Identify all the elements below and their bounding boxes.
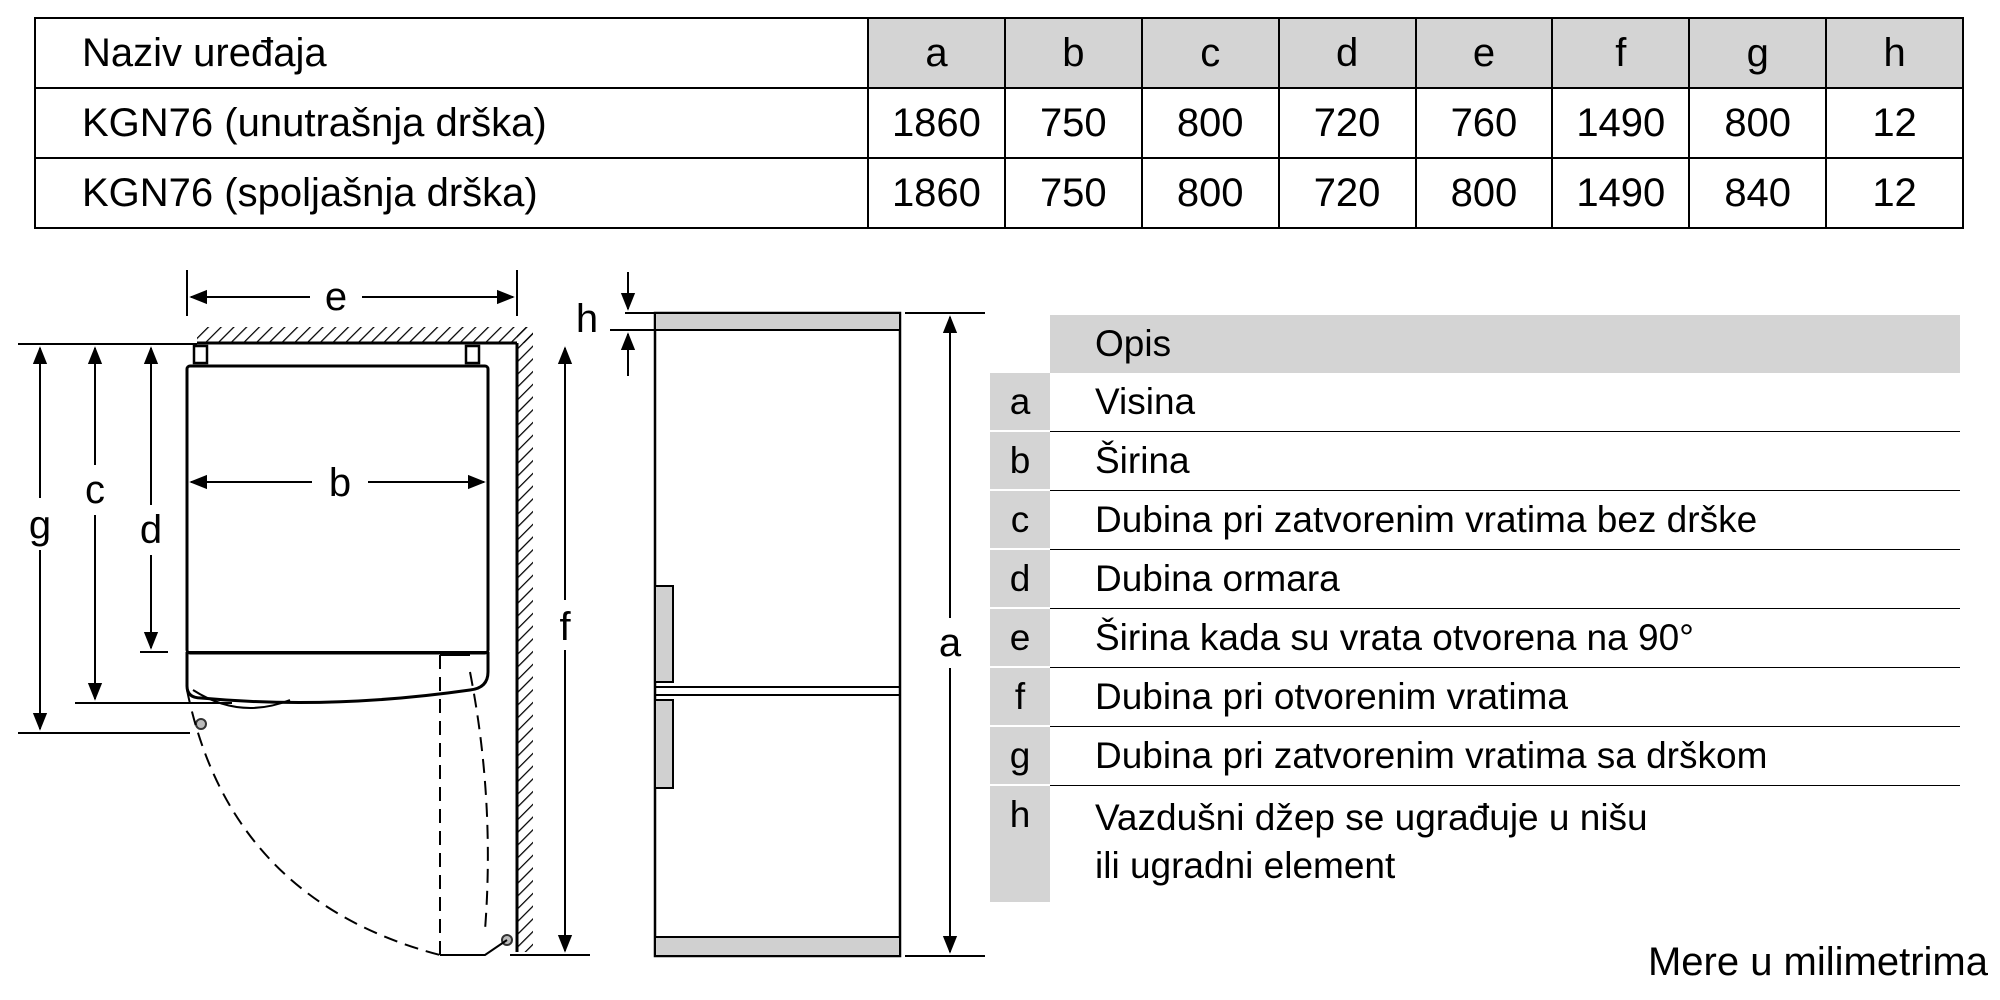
open-door-edge	[440, 940, 507, 955]
legend-key: f	[990, 668, 1050, 727]
label-g: g	[28, 503, 52, 547]
cell-value: 750	[1005, 88, 1142, 158]
door-outline	[187, 652, 488, 703]
legend-desc-line-2: ili ugradni element	[1095, 845, 1396, 886]
door-swing-arc	[187, 690, 440, 955]
legend-key: g	[990, 727, 1050, 786]
header-col-h: h	[1826, 18, 1963, 88]
top-view	[18, 270, 590, 955]
cell-value: 750	[1005, 158, 1142, 228]
legend-desc: Širina kada su vrata otvorena na 90°	[1050, 609, 1960, 668]
legend	[990, 315, 1960, 904]
cell-value: 760	[1416, 88, 1553, 158]
legend-key: h	[990, 786, 1050, 904]
cell-value: 800	[1416, 158, 1553, 228]
label-h: h	[575, 297, 599, 341]
row-device-name: KGN76 (spoljašnja drška)	[35, 158, 868, 228]
legend-header	[990, 315, 1960, 373]
header-col-d: d	[1279, 18, 1416, 88]
legend-desc	[1050, 786, 1960, 904]
legend-key: a	[990, 373, 1050, 432]
label-e: e	[324, 275, 348, 319]
legend-row	[990, 668, 1960, 727]
cell-value: 12	[1826, 158, 1963, 228]
label-a: a	[938, 621, 962, 665]
label-d: d	[139, 508, 163, 552]
legend-title: Opis	[1050, 315, 1960, 373]
label-c: c	[85, 468, 105, 512]
legend-key: d	[990, 550, 1050, 609]
cell-value: 1490	[1552, 88, 1689, 158]
legend-desc: Dubina ormara	[1050, 550, 1960, 609]
header-col-e: e	[1416, 18, 1553, 88]
legend-desc: Visina	[1050, 373, 1960, 432]
cell-value: 720	[1279, 88, 1416, 158]
header-device-name: Naziv uređaja	[35, 18, 868, 88]
cell-value: 720	[1279, 158, 1416, 228]
cell-value: 1860	[868, 88, 1005, 158]
legend-row	[990, 727, 1960, 786]
legend-desc: Dubina pri zatvorenim vratima bez drške	[1050, 491, 1960, 550]
legend-row	[990, 550, 1960, 609]
spacer-right	[466, 346, 479, 363]
legend-desc: Širina	[1050, 432, 1960, 491]
top-cap	[655, 313, 900, 330]
spacer-left	[194, 346, 207, 363]
legend-key: e	[990, 609, 1050, 668]
cell-value: 840	[1689, 158, 1826, 228]
upper-door-handle	[655, 586, 673, 682]
cell-value: 12	[1826, 88, 1963, 158]
legend-row	[990, 609, 1960, 668]
side-wall-hatch	[517, 327, 533, 952]
legend-key: b	[990, 432, 1050, 491]
cell-value: 800	[1142, 158, 1279, 228]
label-b: b	[328, 461, 352, 505]
legend-desc: Dubina pri zatvorenim vratima sa drškom	[1050, 727, 1960, 786]
cell-value: 800	[1689, 88, 1826, 158]
legend-row	[990, 491, 1960, 550]
lower-door-handle	[655, 700, 673, 788]
header-col-c: c	[1142, 18, 1279, 88]
side-view	[576, 272, 985, 956]
legend-header-spacer	[990, 315, 1050, 373]
door-hinge-closed	[196, 719, 206, 729]
legend-desc: Dubina pri otvorenim vratima	[1050, 668, 1960, 727]
cabinet-outline	[187, 366, 488, 653]
legend-desc-line-1: Vazdušni džep se ugrađuje u nišu	[1095, 797, 1648, 838]
handle-curve	[193, 690, 290, 708]
cell-value: 1490	[1552, 158, 1689, 228]
header-col-a: a	[868, 18, 1005, 88]
header-col-f: f	[1552, 18, 1689, 88]
header-col-g: g	[1689, 18, 1826, 88]
legend-row	[990, 373, 1960, 432]
units-footnote: Mere u milimetrima	[1647, 940, 1988, 984]
open-door-dashed-right	[470, 672, 488, 930]
legend-row	[990, 786, 1960, 904]
fridge-body	[655, 313, 900, 956]
rear-wall-hatch	[197, 327, 533, 343]
row-device-name: KGN76 (unutrašnja drška)	[35, 88, 868, 158]
header-col-b: b	[1005, 18, 1142, 88]
cell-value: 800	[1142, 88, 1279, 158]
cell-value: 1860	[868, 158, 1005, 228]
plinth	[655, 937, 900, 956]
label-f: f	[559, 605, 571, 649]
legend-row	[990, 432, 1960, 491]
legend-key: c	[990, 491, 1050, 550]
